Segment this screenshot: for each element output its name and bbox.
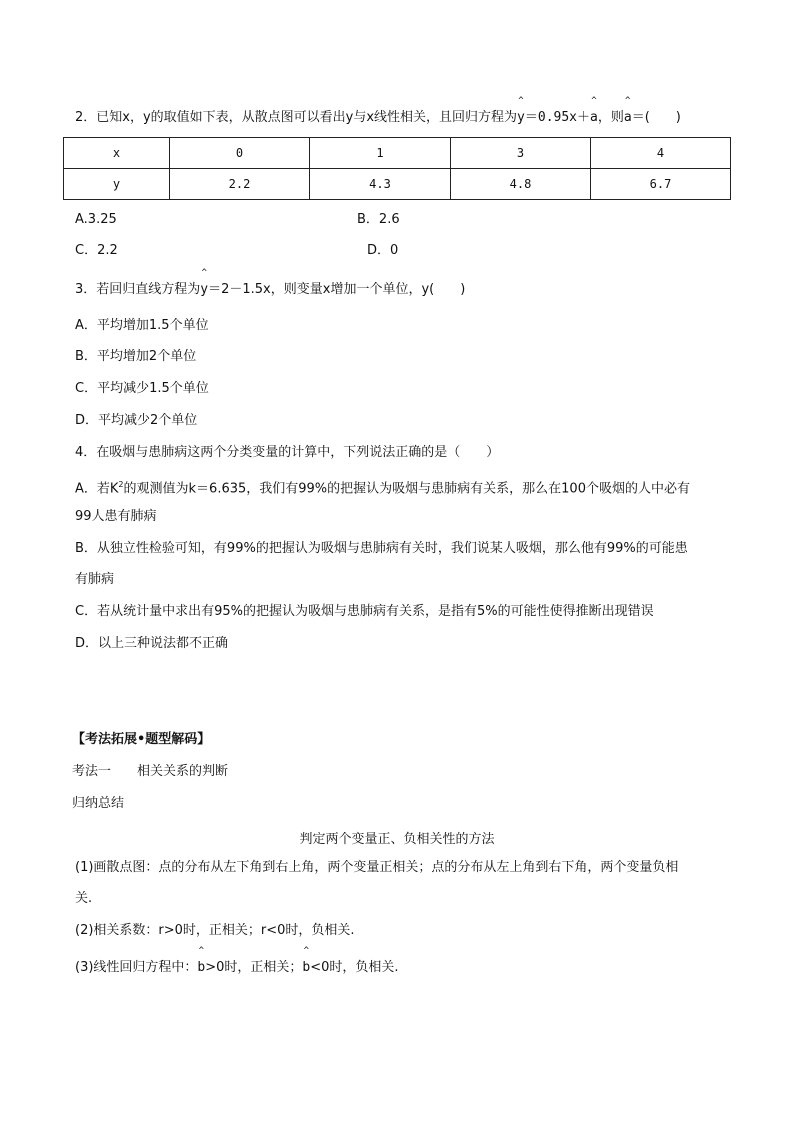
item-1-line2: 关. [75,891,93,906]
q2-ans-a: ^ a [624,110,632,126]
item-1-line1: (1)画散点图：点的分布从左下角到右上角，两个变量正相关；点的分布从左上角到右下角，两个变量负相 [75,860,679,875]
q2-stem-c: ＝( ) [631,110,681,125]
item-3-c: >0时，正相关； [205,960,303,975]
item-3-a: (3)线性回归方程中： [75,960,198,975]
item-3-b-hat-2: ^ b [302,960,310,976]
q4-option-b-line2: 有肺病 [75,572,115,587]
item-3 [75,960,399,976]
q3-option-a: A．平均增加1.5个单位 [75,318,209,333]
q2-option-d: D．0 [367,243,399,258]
table-cell: x [64,138,170,169]
table-cell: 0 [170,138,310,169]
table-cell: 2.2 [170,169,310,200]
table-cell: 3 [451,138,591,169]
table-cell: y [64,169,170,200]
q4-option-a-start: A．若K [75,481,119,497]
q2-option-c: C．2.2 [75,243,118,258]
q2-eq-y: ^ y [517,110,525,126]
method-one-title: 考法一 相关关系的判断 [72,764,229,779]
q3-stem-b: ＝2－1.5x，则变量x增加一个单位，y( ) [208,282,466,297]
item-3-d: <0时，负相关. [310,960,399,975]
q2-eq-mid: ＝0.95x＋ [524,110,591,125]
q3-option-b: B．平均增加2个单位 [75,349,197,364]
table-cell: 4 [591,138,731,169]
q2-eq-a: ^ a [590,110,598,126]
q4-stem: 4．在吸烟与患肺病这两个分类变量的计算中，下列说法正确的是（ ） [75,445,500,460]
table-row-x [64,138,731,169]
q4-option-a-line2: 99人患有肺病 [75,509,157,524]
q2-option-b: B．2.6 [357,212,400,227]
method-center-title: 判定两个变量正、负相关性的方法 [299,832,495,847]
q4-option-c: C．若从统计量中求出有95%的把握认为吸烟与患肺病有关系，是指有5%的可能性使得推断出现错误 [75,604,654,619]
q4-option-a-superscript: 2 [118,480,124,489]
q2-stem [75,110,681,126]
q4-option-a-rest: 的观测值为k＝6.635，我们有99%的把握认为吸烟与患肺病有关系，那么在100个吸烟的人中必有 [123,481,690,497]
section-heading: 【考法拓展•题型解码】 [72,732,211,747]
table-row-y [64,169,731,200]
q2-stem-b: ，则 [597,110,624,125]
q4-option-a-line1 [75,477,690,497]
table-cell: 1 [310,138,451,169]
table-cell: 4.3 [310,169,451,200]
table-cell: 6.7 [591,169,731,200]
q3-stem [75,282,465,298]
item-3-b-hat-1: ^ b [197,960,205,976]
q3-eq-y: ^ y [200,282,208,298]
q2-option-a: A.3.25 [75,212,117,227]
table-cell: 4.8 [451,169,591,200]
q2-stem-a: 2．已知x，y的取值如下表，从散点图可以看出y与x线性相关，且回归方程为 [75,110,518,125]
q3-option-d: D．平均减少2个单位 [75,413,198,428]
summary-label: 归纳总结 [72,796,125,811]
q2-data-table [63,137,731,200]
q3-stem-a: 3．若回归直线方程为 [75,282,201,297]
item-2: (2)相关系数：r>0时，正相关；r<0时，负相关. [75,923,355,938]
q4-option-d: D．以上三种说法都不正确 [75,636,229,651]
q4-option-b-line1: B．从独立性检验可知，有99%的把握认为吸烟与患肺病有关时，我们说某人吸烟，那么他有99%的可能患 [75,541,688,556]
q3-option-c: C．平均减少1.5个单位 [75,381,209,396]
